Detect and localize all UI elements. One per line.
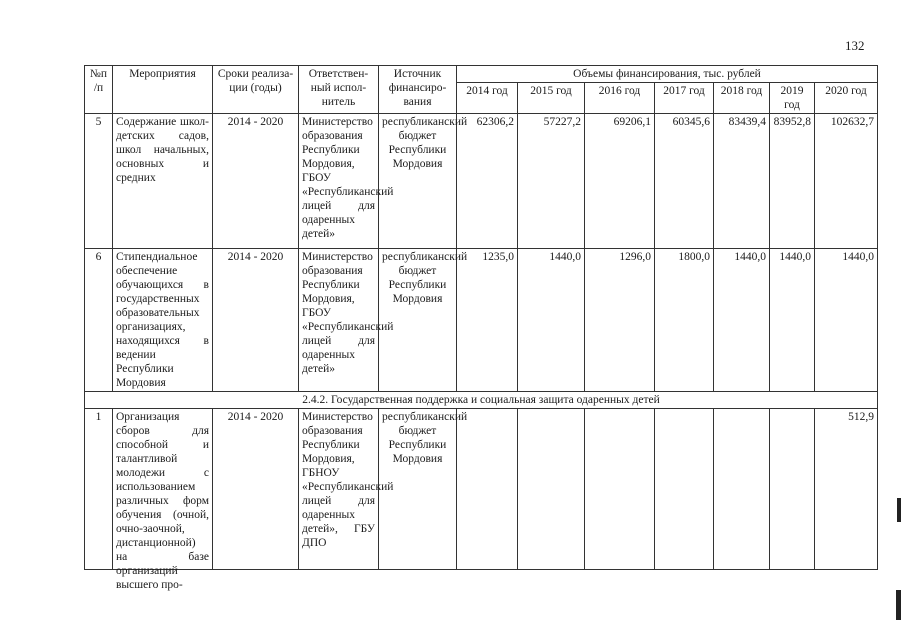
funding-table <box>84 65 878 591</box>
row-event: Стипендиальное обеспечение обучающихся в государственных образовательных организациях, находящихся в ведении Республики Мордовия <box>113 249 213 392</box>
scan-edge-mark <box>896 590 901 620</box>
row-value: 83439,4 <box>714 114 770 249</box>
header-year: 2014 год <box>457 83 518 114</box>
row-value: 1296,0 <box>585 249 655 392</box>
scan-edge-mark <box>897 498 901 522</box>
row-value: 1440,0 <box>714 249 770 392</box>
header-num: №п /п <box>85 66 113 114</box>
row-value <box>770 409 815 570</box>
table-row <box>85 249 878 392</box>
row-event: Содержание школ-детских садов, школ начальных, основных и средних <box>113 114 213 249</box>
header-year: 2020 год <box>815 83 878 114</box>
row-value <box>714 409 770 570</box>
row-period: 2014 - 2020 <box>213 409 299 570</box>
row-value: 62306,2 <box>457 114 518 249</box>
row-num: 6 <box>85 249 113 392</box>
header-year: 2016 год <box>585 83 655 114</box>
row-source: республиканский бюджет Республики Мордовия <box>379 249 457 392</box>
row-responsible-cell <box>299 409 394 570</box>
row-value <box>518 409 585 570</box>
row-value <box>457 409 518 570</box>
row-value: 1800,0 <box>655 249 714 392</box>
header-year: 2019 год <box>770 83 815 114</box>
header-year: 2018 год <box>714 83 770 114</box>
row-responsible: Министерство образования Республики Мордовия, ГБНОУ «Республиканский лицей для одаренных детей», ГБУ ДПО <box>302 411 394 549</box>
table-header-row <box>85 66 878 83</box>
row-source: республиканский бюджет Республики Мордовия <box>379 409 457 570</box>
row-num: 1 <box>85 409 113 570</box>
row-value: 512,9 <box>815 409 878 570</box>
row-value: 69206,1 <box>585 114 655 249</box>
table-row <box>85 409 878 570</box>
header-source: Источник финансиро-вания <box>379 66 457 114</box>
row-value: 102632,7 <box>815 114 878 249</box>
row-period: 2014 - 2020 <box>213 114 299 249</box>
row-event: Организация сборов для способной и талантливой молодежи с использованием различных форм обучения (очной, очно-заочной, дистанционной) на базе организаций высшего про- <box>116 411 209 591</box>
row-responsible: Министерство образования Республики Мордовия, ГБОУ «Республиканский лицей для одаренных детей» <box>299 249 379 392</box>
section-row <box>85 392 878 409</box>
page-number: 132 <box>845 38 865 53</box>
row-value <box>655 409 714 570</box>
table-row <box>85 114 878 249</box>
row-source: республиканский бюджет Республики Мордовия <box>379 114 457 249</box>
header-period: Сроки реализа-ции (годы) <box>213 66 299 114</box>
header-year: 2017 год <box>655 83 714 114</box>
row-value: 60345,6 <box>655 114 714 249</box>
section-title: 2.4.2. Государственная поддержка и социальная защита одаренных детей <box>85 392 878 409</box>
header-event: Мероприятия <box>113 66 213 114</box>
row-period: 2014 - 2020 <box>213 249 299 392</box>
row-value: 1440,0 <box>518 249 585 392</box>
row-event-cell <box>113 409 213 591</box>
row-value: 83952,8 <box>770 114 815 249</box>
row-value: 1440,0 <box>770 249 815 392</box>
header-responsible: Ответствен-ный испол-нитель <box>299 66 379 114</box>
row-num: 5 <box>85 114 113 249</box>
header-year: 2015 год <box>518 83 585 114</box>
row-value <box>585 409 655 570</box>
row-value: 1440,0 <box>815 249 878 392</box>
header-funding: Объемы финансирования, тыс. рублей <box>457 66 878 83</box>
row-value: 1235,0 <box>457 249 518 392</box>
row-value: 57227,2 <box>518 114 585 249</box>
row-responsible: Министерство образования Республики Мордовия, ГБОУ «Республиканский лицей для одаренных детей» <box>299 114 379 249</box>
